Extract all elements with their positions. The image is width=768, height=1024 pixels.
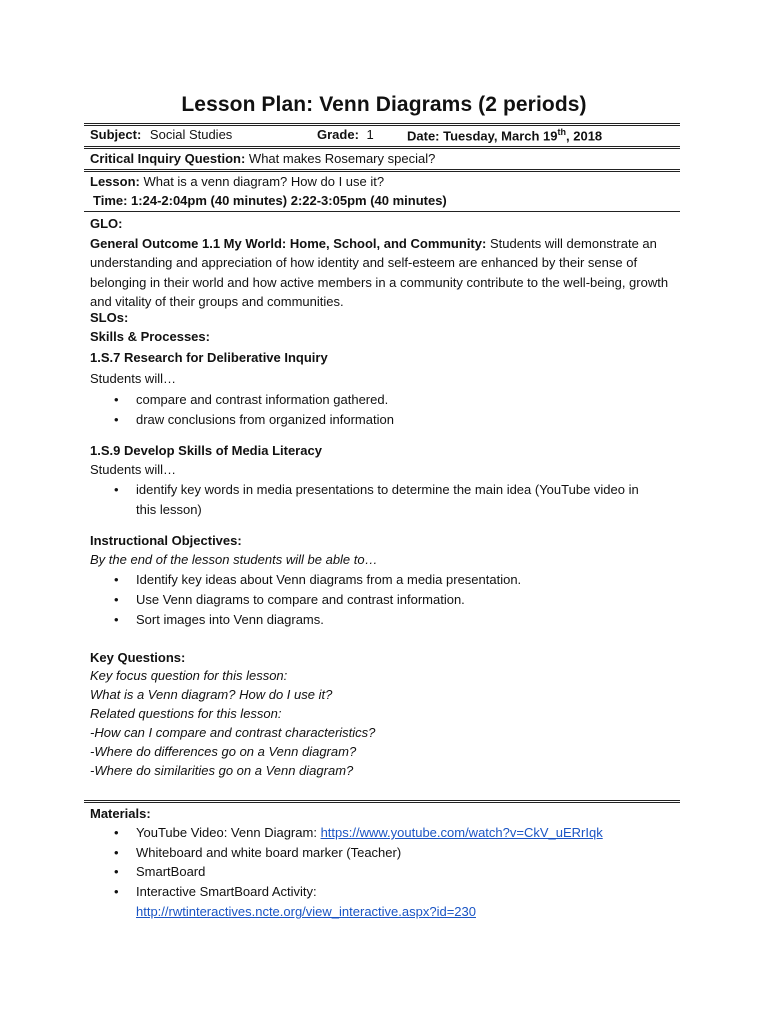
grade-label: Grade: <box>317 127 359 142</box>
material-item-video <box>136 825 603 840</box>
lesson-value: What is a venn diagram? How do I use it? <box>143 174 385 189</box>
s1-intro: Students will… <box>90 371 176 386</box>
bullet: • <box>114 392 119 407</box>
bullet: • <box>114 412 119 427</box>
material-item-link <box>136 904 476 919</box>
subject-value: Social Studies <box>149 127 233 142</box>
subject-row <box>90 127 232 142</box>
rwt-interactive-link[interactable]: http://rwtinteractives.ncte.org/view_interactive.aspx?id=230 <box>136 904 476 919</box>
s1-item: draw conclusions from organized information <box>136 412 394 427</box>
s2-item-line2: this lesson) <box>136 502 202 517</box>
s1-item: compare and contrast information gathered. <box>136 392 389 407</box>
date-year: , 2018 <box>566 128 603 144</box>
slos-heading: SLOs: <box>90 310 129 325</box>
bullet: • <box>114 592 119 607</box>
material-video-label: YouTube Video: Venn Diagram: <box>136 825 317 840</box>
critical-question <box>90 151 435 166</box>
s2-intro: Students will… <box>90 462 176 477</box>
bullet: • <box>114 864 119 879</box>
divider <box>84 169 680 172</box>
bullet: • <box>114 572 119 587</box>
glo-heading: GLO: <box>90 216 123 231</box>
bullet: • <box>114 884 119 899</box>
bullet: • <box>114 825 119 840</box>
objective-item: Sort images into Venn diagrams. <box>136 612 324 627</box>
objective-item: Use Venn diagrams to compare and contrast information. <box>136 592 465 607</box>
s2-item-line1: identify key words in media presentations to determine the main idea (YouTube video in <box>136 482 639 497</box>
page-title: Lesson Plan: Venn Diagrams (2 periods) <box>181 93 587 116</box>
s2-heading: 1.S.9 Develop Skills of Media Literacy <box>90 443 322 458</box>
date-row <box>407 127 602 143</box>
key-question-line: -How can I compare and contrast characteristics? <box>90 725 376 740</box>
divider <box>84 123 680 126</box>
glo-outcome-text: Students will demonstrate an understanding and appreciation of how identity and self-esteem are enhanced by their sense of belonging in their world and how active members in a community contribute to the well-being, growth and vitality of their groups and communities. <box>90 236 669 309</box>
material-item: SmartBoard <box>136 864 206 879</box>
material-item: Interactive SmartBoard Activity: <box>136 884 317 899</box>
objectives-heading: Instructional Objectives: <box>90 533 242 548</box>
key-question-line: -Where do differences go on a Venn diagram? <box>90 744 357 759</box>
objective-item: Identify key ideas about Venn diagrams from a media presentation. <box>136 572 522 587</box>
bullet: • <box>114 845 119 860</box>
grade-row <box>317 127 374 142</box>
glo-outcome-label: General Outcome 1.1 My World: Home, School, and Community: <box>90 236 487 251</box>
grade-value: 1 <box>366 127 374 142</box>
key-questions-heading: Key Questions: <box>90 650 186 665</box>
subject-label: Subject: <box>90 127 142 142</box>
divider <box>84 211 680 212</box>
critical-value: What makes Rosemary special? <box>248 151 436 166</box>
lesson-time: Time: 1:24-2:04pm (40 minutes) 2:22-3:05pm (40 minutes) <box>93 193 447 208</box>
critical-label: Critical Inquiry Question: <box>90 151 246 166</box>
bullet: • <box>114 612 119 627</box>
skills-heading: Skills & Processes: <box>90 329 210 344</box>
lesson-label: Lesson: <box>90 174 140 189</box>
divider <box>84 800 680 803</box>
glo-outcome <box>90 234 682 311</box>
bullet: • <box>114 482 119 497</box>
key-question-line: Related questions for this lesson: <box>90 706 282 721</box>
key-question-line: Key focus question for this lesson: <box>90 668 288 683</box>
s1-heading: 1.S.7 Research for Deliberative Inquiry <box>90 350 328 365</box>
divider <box>84 146 680 149</box>
objectives-intro: By the end of the lesson students will be able to… <box>90 552 378 567</box>
youtube-link[interactable]: https://www.youtube.com/watch?v=CkV_uERrIqk <box>320 825 603 840</box>
date-label: Date: Tuesday, March 19 <box>407 128 558 144</box>
materials-heading: Materials: <box>90 806 151 821</box>
key-question-line: -Where do similarities go on a Venn diagram? <box>90 763 354 778</box>
material-item: Whiteboard and white board marker (Teacher) <box>136 845 402 860</box>
lesson-row <box>90 174 384 189</box>
date-sup: th <box>557 127 567 137</box>
key-question-line: What is a Venn diagram? How do I use it? <box>90 687 333 702</box>
